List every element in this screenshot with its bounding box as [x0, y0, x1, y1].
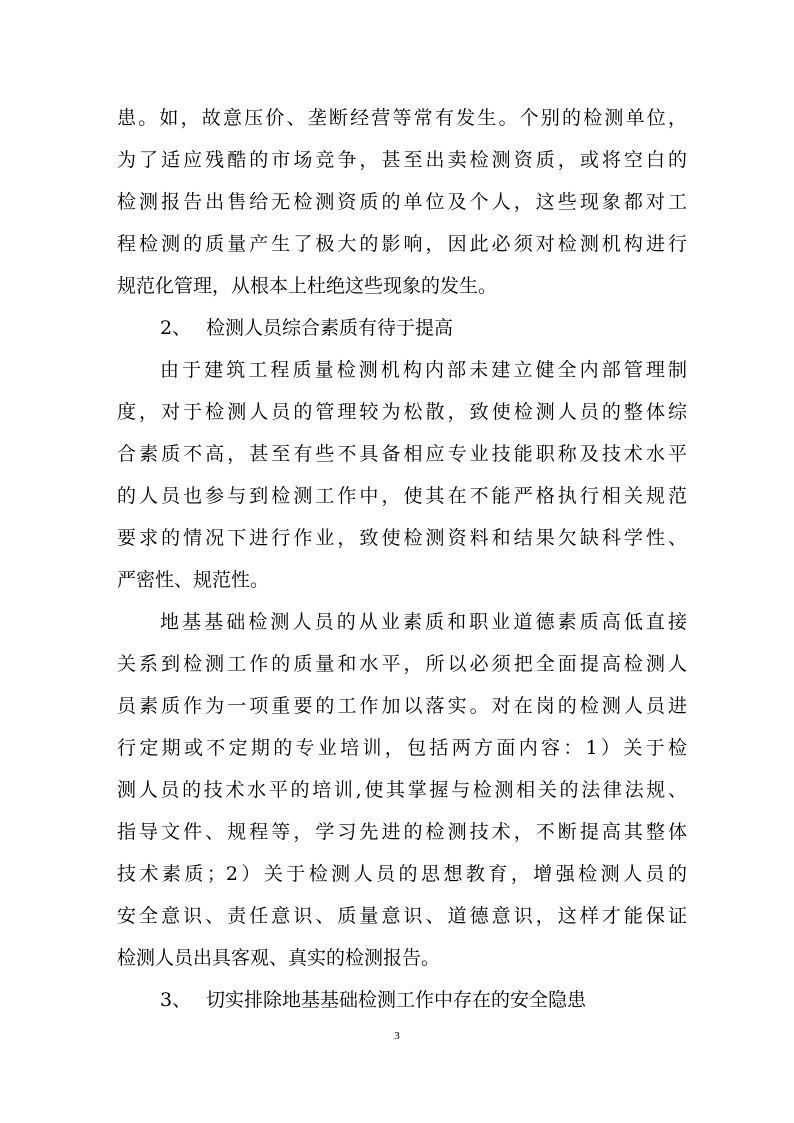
page-number: 3 — [394, 1030, 400, 1042]
section-heading-2 — [160, 313, 453, 343]
section-heading-3-number: 3、 — [160, 989, 192, 1011]
section-heading-3-text: 切实排除地基基础检测工作中存在的安全隐患 — [206, 989, 587, 1011]
paragraph-3-line-4: 行定期或不定期的专业培训，包括两方面内容：1）关于检 — [117, 737, 687, 759]
paragraph-3-line-6: 指导文件、规程等，学习先进的检测技术，不断提高其整体 — [117, 821, 687, 843]
paragraph-3-line-9: 检测人员出具客观、真实的检测报告。 — [117, 947, 441, 969]
paragraph-2-line-6: 严密性、规范性。 — [117, 569, 270, 591]
paragraph-1-line-4: 程检测的质量产生了极大的影响，因此必须对检测机构进行 — [117, 233, 687, 255]
paragraph-3-line-3: 员素质作为一项重要的工作加以落实。对在岗的检测人员进 — [117, 695, 687, 717]
paragraph-1-line-2: 为了适应残酷的市场竞争，甚至出卖检测资质，或将空白的 — [117, 149, 687, 171]
paragraph-3-line-8: 安全意识、责任意识、质量意识、道德意识，这样才能保证 — [117, 905, 687, 927]
paragraph-3-line-7: 技术素质；2）关于检测人员的思想教育，增强检测人员的 — [117, 863, 687, 885]
paragraph-1-line-5: 规范化管理，从根本上杜绝这些现象的发生。 — [117, 275, 498, 297]
paragraph-2-line-4: 的人员也参与到检测工作中，使其在不能严格执行相关规范 — [117, 485, 687, 507]
paragraph-3-line-1: 地基基础检测人员的从业素质和职业道德素质高低直接 — [160, 611, 687, 633]
paragraph-3-line-5: 测人员的技术水平的培训,使其掌握与检测相关的法律法规、 — [117, 779, 687, 801]
paragraph-1-line-3: 检测报告出售给无检测资质的单位及个人，这些现象都对工 — [117, 191, 687, 213]
section-heading-2-text: 检测人员综合素质有待于提高 — [206, 317, 454, 339]
paragraph-2-line-2: 度，对于检测人员的管理较为松散，致使检测人员的整体综 — [117, 401, 687, 423]
paragraph-3-line-2: 关系到检测工作的质量和水平，所以必须把全面提高检测人 — [117, 653, 687, 675]
section-heading-3 — [160, 985, 586, 1015]
paragraph-2-line-5: 要求的情况下进行作业，致使检测资料和结果欠缺科学性、 — [117, 527, 687, 549]
paragraph-2-line-1: 由于建筑工程质量检测机构内部未建立健全内部管理制 — [160, 359, 687, 381]
section-heading-2-number: 2、 — [160, 317, 192, 339]
paragraph-1-line-1: 患。如，故意压价、垄断经营等常有发生。个别的检测单位， — [117, 107, 687, 129]
paragraph-2-line-3: 合素质不高，甚至有些不具备相应专业技能职称及技术水平 — [117, 443, 687, 465]
